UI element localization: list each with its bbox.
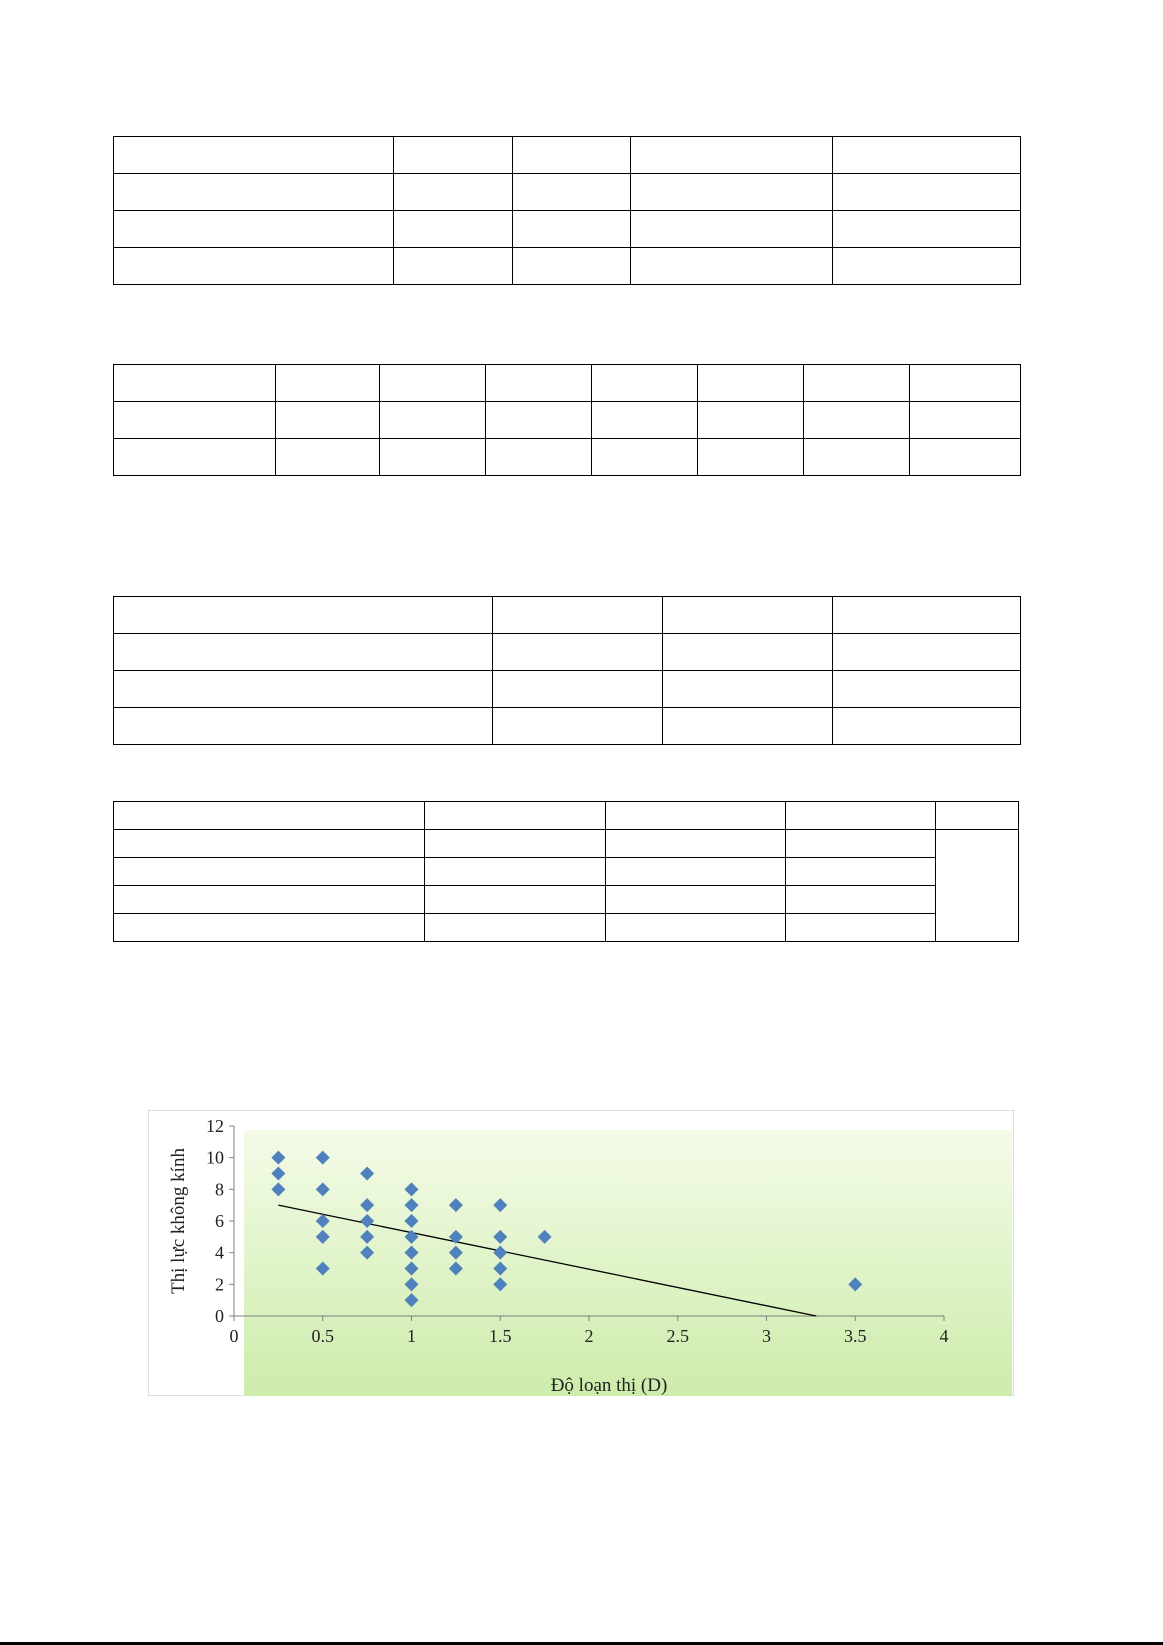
table-cell <box>114 830 425 858</box>
table-cell <box>394 137 513 174</box>
table-cell <box>631 137 833 174</box>
table-cell <box>663 671 833 708</box>
table-cell <box>380 402 486 439</box>
table-cell <box>114 402 276 439</box>
table-cell <box>114 174 394 211</box>
table-cell <box>631 174 833 211</box>
table-cell <box>114 886 425 914</box>
table-row <box>114 914 1019 942</box>
table-cell <box>114 211 394 248</box>
table-cell <box>833 137 1021 174</box>
x-tick-label: 1 <box>407 1326 416 1346</box>
table-cell <box>114 914 425 942</box>
table-cell <box>114 671 493 708</box>
table-cell <box>606 830 786 858</box>
table-cell <box>486 402 592 439</box>
x-tick-label: 0.5 <box>311 1326 334 1346</box>
table-cell <box>833 634 1021 671</box>
table-row <box>114 137 1021 174</box>
table-cell <box>698 439 804 476</box>
y-tick-label: 2 <box>215 1274 224 1295</box>
table-cell <box>631 211 833 248</box>
table-cell <box>394 248 513 285</box>
table-cell <box>276 402 380 439</box>
table-cell <box>425 886 606 914</box>
table-cell <box>833 671 1021 708</box>
table-row <box>114 365 1021 402</box>
table-cell <box>114 802 425 830</box>
x-axis-title: Độ loạn thị (D) <box>550 1375 668 1396</box>
table-cell <box>833 708 1021 745</box>
table-cell <box>513 211 631 248</box>
table-cell <box>606 914 786 942</box>
table-cell <box>394 211 513 248</box>
chart-background <box>244 1130 1012 1396</box>
table-cell <box>786 802 936 830</box>
table-cell <box>804 439 910 476</box>
x-tick-label: 3.5 <box>844 1326 867 1346</box>
table-2 <box>113 364 1021 476</box>
table-cell <box>786 886 936 914</box>
x-tick-label: 2 <box>584 1326 594 1346</box>
table-cell <box>493 634 663 671</box>
table-cell <box>114 858 425 886</box>
table-cell <box>910 439 1021 476</box>
table-cell <box>493 671 663 708</box>
table-cell <box>425 802 606 830</box>
table-1 <box>113 136 1021 285</box>
table-row <box>114 439 1021 476</box>
table-cell <box>114 137 394 174</box>
table-row <box>114 211 1021 248</box>
table-cell <box>663 708 833 745</box>
table-row <box>114 248 1021 285</box>
table-cell <box>698 365 804 402</box>
table-cell <box>114 439 276 476</box>
table-cell <box>380 439 486 476</box>
table-cell <box>663 597 833 634</box>
table-cell <box>804 365 910 402</box>
table-cell <box>606 886 786 914</box>
y-tick-label: 8 <box>215 1179 224 1200</box>
table-cell <box>910 365 1021 402</box>
table-cell <box>833 174 1021 211</box>
table-row <box>114 830 1019 858</box>
table-cell <box>276 365 380 402</box>
x-tick-label: 4 <box>939 1326 949 1346</box>
y-tick-label: 4 <box>215 1242 224 1263</box>
table-cell <box>631 248 833 285</box>
table-cell <box>606 858 786 886</box>
y-axis-title: Thị lực không kính <box>168 1148 189 1294</box>
table-cell <box>833 597 1021 634</box>
table-cell <box>592 365 698 402</box>
y-tick-label: 12 <box>206 1116 224 1136</box>
y-tick-label: 10 <box>206 1147 224 1168</box>
table-cell <box>786 830 936 858</box>
x-tick-label: 3 <box>762 1326 771 1346</box>
table-row <box>114 597 1021 634</box>
table-cell <box>833 248 1021 285</box>
table-3 <box>113 596 1021 745</box>
table-cell <box>425 914 606 942</box>
table-cell <box>513 137 631 174</box>
table-cell <box>513 248 631 285</box>
table-cell <box>114 365 276 402</box>
table-row <box>114 634 1021 671</box>
scatter-chart <box>148 1110 1014 1396</box>
table-cell <box>936 830 1019 942</box>
table-cell <box>486 365 592 402</box>
table-cell <box>425 830 606 858</box>
table-row <box>114 174 1021 211</box>
table-cell <box>592 439 698 476</box>
table-row <box>114 671 1021 708</box>
table-cell <box>425 858 606 886</box>
table-row <box>114 802 1019 830</box>
chart-svg <box>148 1110 1014 1396</box>
x-tick-label: 0 <box>229 1326 239 1346</box>
table-cell <box>786 914 936 942</box>
table-cell <box>276 439 380 476</box>
table-cell <box>394 174 513 211</box>
x-tick-label: 2.5 <box>666 1326 689 1346</box>
y-tick-label: 6 <box>215 1211 224 1231</box>
table-cell <box>833 211 1021 248</box>
table-cell <box>486 439 592 476</box>
table-cell <box>513 174 631 211</box>
table-cell <box>804 402 910 439</box>
table-cell <box>380 365 486 402</box>
table-row <box>114 858 1019 886</box>
table-row <box>114 886 1019 914</box>
table-row <box>114 402 1021 439</box>
table-4 <box>113 801 1019 942</box>
table-cell <box>493 708 663 745</box>
table-cell <box>606 802 786 830</box>
table-cell <box>910 402 1021 439</box>
y-tick-label: 0 <box>215 1306 224 1326</box>
table-row <box>114 708 1021 745</box>
table-cell <box>698 402 804 439</box>
table-cell <box>592 402 698 439</box>
table-cell <box>786 858 936 886</box>
table-cell <box>663 634 833 671</box>
table-cell <box>114 248 394 285</box>
table-cell <box>114 634 493 671</box>
table-cell <box>493 597 663 634</box>
table-cell <box>936 802 1019 830</box>
x-tick-label: 1.5 <box>489 1326 512 1346</box>
table-cell <box>114 708 493 745</box>
table-cell <box>114 597 493 634</box>
